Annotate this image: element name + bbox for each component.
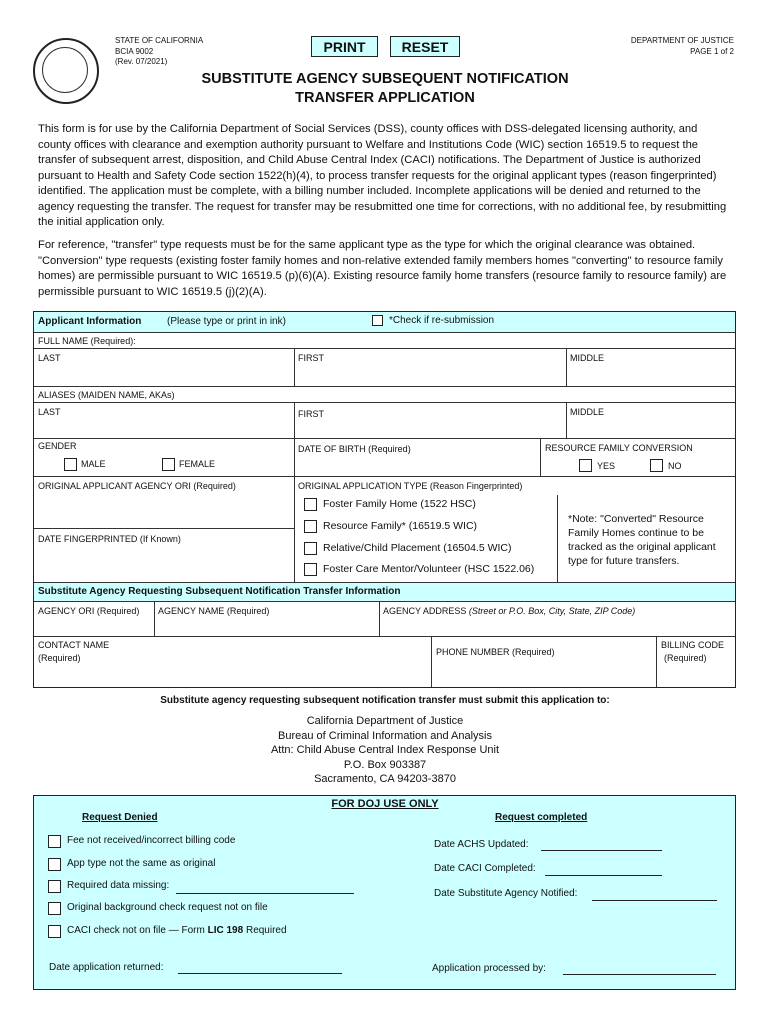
first-name-input[interactable] bbox=[298, 362, 562, 382]
orig-ori-input[interactable] bbox=[38, 493, 290, 525]
alias-last-input[interactable] bbox=[38, 418, 290, 436]
print-button[interactable]: PRINT bbox=[311, 36, 378, 57]
address-line: California Department of Justice bbox=[306, 715, 464, 727]
page-title-line2: TRANSFER APPLICATION bbox=[295, 90, 475, 106]
male-checkbox[interactable] bbox=[64, 458, 77, 471]
conversion-note: *Note: "Converted" Resource Family Homes continue to be tracked as the original applicant type for future transfers. bbox=[568, 513, 716, 567]
doj-use-only-box bbox=[33, 795, 736, 990]
doj-mailing-address bbox=[0, 714, 770, 787]
agency-ori-input[interactable] bbox=[38, 618, 150, 634]
female-label: FEMALE bbox=[179, 459, 216, 469]
address-line: P.O. Box 903387 bbox=[343, 758, 427, 771]
app-type-mismatch-label: App type not the same as original bbox=[67, 858, 216, 869]
data-missing-line[interactable] bbox=[176, 893, 354, 894]
rfc-label: RESOURCE FAMILY CONVERSION bbox=[545, 443, 693, 453]
orig-check-not-on-file-checkbox[interactable] bbox=[48, 902, 61, 915]
phone-input[interactable] bbox=[436, 661, 652, 684]
achs-updated-label: Date ACHS Updated: bbox=[434, 839, 529, 850]
processed-by-line[interactable] bbox=[563, 974, 716, 975]
address-line: Sacramento, CA 94203-3870 bbox=[314, 773, 456, 785]
applicant-section-note: (Please type or print in ink) bbox=[167, 316, 286, 327]
billing-code-input[interactable] bbox=[661, 666, 733, 684]
applicant-section-title: Applicant Information bbox=[38, 316, 142, 327]
contact-name-label: CONTACT NAME bbox=[38, 640, 110, 650]
resource-family-label: Resource Family* (16519.5 WIC) bbox=[323, 520, 478, 532]
date-fingerprinted-label: DATE FINGERPRINTED (If Known) bbox=[38, 534, 181, 544]
full-name-label: FULL NAME (Required): bbox=[38, 336, 136, 346]
data-missing-label: Required data missing: bbox=[67, 880, 170, 891]
data-missing-checkbox[interactable] bbox=[48, 880, 61, 893]
form-id: BCIA 9002 bbox=[115, 47, 154, 56]
agency-name-label: AGENCY NAME (Required) bbox=[158, 606, 270, 616]
billing-required: (Required) bbox=[664, 653, 707, 663]
dob-input[interactable] bbox=[298, 456, 536, 474]
date-returned-label: Date application returned: bbox=[49, 962, 164, 973]
rfc-yes-checkbox[interactable] bbox=[579, 459, 592, 472]
agency-name-input[interactable] bbox=[158, 618, 375, 634]
contact-name-input[interactable] bbox=[38, 666, 427, 684]
address-line: Attn: Child Abuse Central Index Response Unit bbox=[270, 744, 500, 756]
alias-middle-input[interactable] bbox=[570, 418, 732, 436]
revision: (Rev. 07/2021) bbox=[115, 57, 168, 66]
billing-code-label: BILLING CODE bbox=[661, 640, 725, 650]
alias-last-label: LAST bbox=[38, 407, 61, 417]
foster-mentor-checkbox[interactable] bbox=[304, 563, 317, 576]
agency-section-title: Substitute Agency Requesting Subsequent Notification Transfer Information bbox=[38, 586, 401, 597]
rfc-no-label: NO bbox=[668, 461, 682, 471]
relative-placement-checkbox[interactable] bbox=[304, 542, 317, 555]
fee-not-received-label: Fee not received/incorrect billing code bbox=[67, 835, 236, 846]
processed-by-label: Application processed by: bbox=[432, 963, 546, 974]
page-title-line1: SUBSTITUTE AGENCY SUBSEQUENT NOTIFICATION bbox=[201, 71, 569, 87]
relative-placement-label: Relative/Child Placement (16504.5 WIC) bbox=[323, 542, 512, 554]
achs-updated-line[interactable] bbox=[541, 850, 662, 851]
alias-first-input[interactable] bbox=[298, 420, 562, 436]
intro-paragraph-2: For reference, "transfer" type requests must be for the same applicant type as the type for which the original clearance was obtained. "Conversion" type requests (existing foster family homes and non-relative extended family members homes "converting" to resource family homes) are permissible pursuant to WIC 16519.5 (p)(6)(A). Existing resource family home transfers (resource family to resource family) are permissible pursuant to WIC 16519.5 (j)(2)(A). bbox=[38, 239, 727, 298]
doj-title: FOR DOJ USE ONLY bbox=[331, 798, 439, 810]
gender-label: GENDER bbox=[38, 441, 77, 451]
first-name-label: FIRST bbox=[298, 353, 324, 363]
contact-required: (Required) bbox=[38, 653, 81, 663]
fee-not-received-checkbox[interactable] bbox=[48, 835, 61, 848]
resubmission-label: *Check if re-submission bbox=[389, 315, 495, 326]
date-fingerprinted-input[interactable] bbox=[38, 546, 290, 578]
date-returned-line[interactable] bbox=[178, 973, 342, 974]
middle-name-label: MIDDLE bbox=[570, 353, 605, 363]
agency-notified-label: Date Substitute Agency Notified: bbox=[434, 888, 578, 899]
last-name-label: LAST bbox=[38, 353, 61, 363]
foster-mentor-label: Foster Care Mentor/Volunteer (HSC 1522.06) bbox=[323, 563, 535, 575]
intro-paragraph-1: This form is for use by the California Department of Social Services (DSS), county offices with DSS-delegated licensing authority, and county offices with clearance and exemption authority pursuant to Welfare and Institutions Code (WIC) section 16519.5 to request the transfer of subsequent arrest, disposition, and Child Abuse Central Index (CACI) notifications. The Department of Justice is authorized pursuant to Health and Safety Code section 1522(h)(4), to process transfer requests for the original applicant types (reason fingerprinted) identified. The application must be complete, with a billing number included. Incomplete applications will be denied and returned to the agency requesting the transfer. The request for transfer may be resubmitted one time for corrections, with no additional fee, by resubmitting the initial application only. bbox=[38, 123, 727, 228]
resubmission-checkbox[interactable] bbox=[372, 315, 383, 326]
address-line: Bureau of Criminal Information and Analysis bbox=[278, 729, 492, 742]
caci-completed-line[interactable] bbox=[545, 875, 662, 876]
rfc-yes-label: YES bbox=[597, 461, 616, 471]
submit-instruction: Substitute agency requesting subsequent notification transfer must submit this application to: bbox=[160, 695, 610, 706]
department-label: DEPARTMENT OF JUSTICE bbox=[630, 36, 734, 45]
foster-family-home-checkbox[interactable] bbox=[304, 498, 317, 511]
orig-type-label: ORIGINAL APPLICATION TYPE (Reason Fingerprinted) bbox=[298, 481, 523, 491]
aliases-label: ALIASES (MAIDEN NAME, AKAs) bbox=[38, 390, 175, 400]
phone-label: PHONE NUMBER (Required) bbox=[436, 647, 555, 657]
app-type-mismatch-checkbox[interactable] bbox=[48, 858, 61, 871]
agency-notified-line[interactable] bbox=[592, 900, 717, 901]
state-label: STATE OF CALIFORNIA bbox=[115, 36, 204, 45]
agency-address-label: AGENCY ADDRESS (Street or P.O. Box, City, State, ZIP Code) bbox=[383, 606, 636, 616]
male-label: MALE bbox=[81, 459, 106, 469]
request-completed-title: Request completed bbox=[495, 812, 588, 823]
caci-completed-label: Date CACI Completed: bbox=[434, 863, 536, 874]
alias-middle-label: MIDDLE bbox=[570, 407, 605, 417]
reset-button[interactable]: RESET bbox=[390, 36, 460, 57]
dob-label: DATE OF BIRTH (Required) bbox=[298, 444, 411, 454]
last-name-input[interactable] bbox=[38, 362, 290, 382]
alias-first-label: FIRST bbox=[298, 409, 324, 419]
caci-not-on-file-checkbox[interactable] bbox=[48, 925, 61, 938]
caci-not-on-file-label: CACI check not on file — Form LIC 198 Required bbox=[67, 925, 287, 936]
agency-ori-label: AGENCY ORI (Required) bbox=[38, 606, 140, 616]
page-number: PAGE 1 of 2 bbox=[690, 47, 734, 56]
female-checkbox[interactable] bbox=[162, 458, 175, 471]
agency-address-input[interactable] bbox=[383, 618, 732, 634]
orig-ori-label: ORIGINAL APPLICANT AGENCY ORI (Required) bbox=[38, 481, 236, 491]
request-denied-title: Request Denied bbox=[82, 812, 158, 823]
foster-family-home-label: Foster Family Home (1522 HSC) bbox=[323, 498, 476, 510]
resource-family-checkbox[interactable] bbox=[304, 520, 317, 533]
orig-check-not-on-file-label: Original background check request not on file bbox=[67, 902, 268, 913]
rfc-no-checkbox[interactable] bbox=[650, 459, 663, 472]
middle-name-input[interactable] bbox=[570, 362, 732, 382]
